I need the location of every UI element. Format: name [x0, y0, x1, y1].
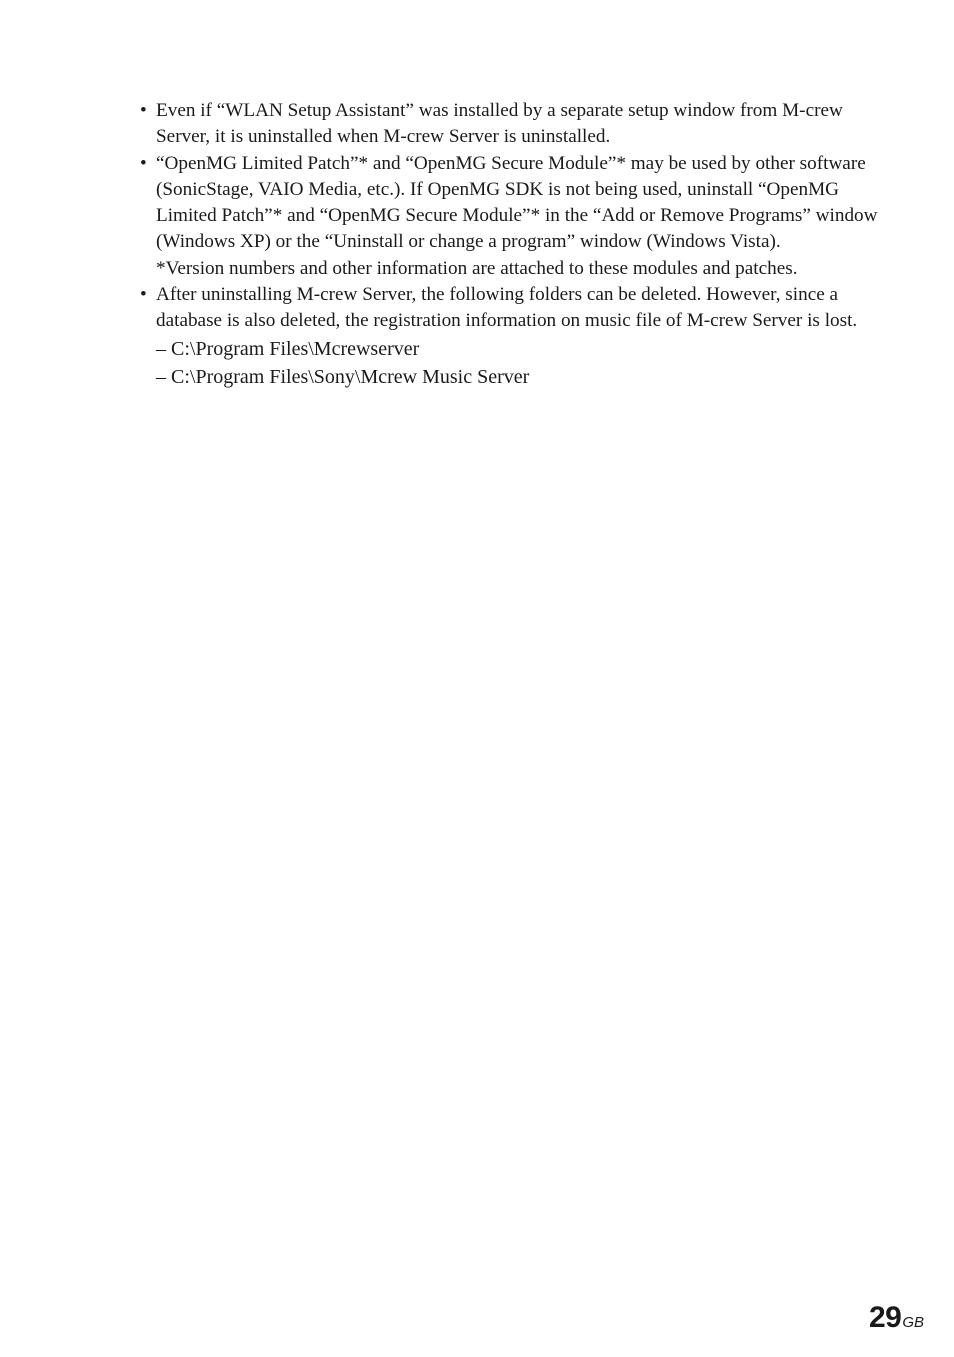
- folder-path-item: [156, 335, 880, 363]
- list-item: [140, 282, 880, 335]
- folder-path: C:\Program Files\Mcrewserver: [171, 337, 420, 360]
- page-number: [869, 1301, 924, 1335]
- bullet-mark: •: [140, 152, 147, 174]
- bullet-body: [156, 151, 880, 282]
- dash-mark: –: [156, 337, 166, 360]
- page-number-suffix: GB: [902, 1314, 924, 1331]
- bullet-text: “OpenMG Limited Patch”* and “OpenMG Secure Module”* may be used by other software (SonicStage, VAIO Media, etc.). If OpenMG SDK is not being used, uninstall “OpenMG Limited Patch”* and “OpenMG Secure Module”* in the “Add or Remove Programs” window (Windows XP) or the “Uninstall or change a program” window (Windows Vista).: [156, 152, 878, 253]
- bullet-text: After uninstalling M-crew Server, the following folders can be deleted. However, since a database is also deleted, the registration information on music file of M-crew Server is lost.: [156, 284, 858, 332]
- bullet-mark: •: [140, 284, 147, 306]
- bullet-text: Even if “WLAN Setup Assistant” was installed by a separate setup window from M-crew Server, it is uninstalled when M-crew Server is uninstalled.: [156, 100, 843, 148]
- bullet-mark: •: [140, 100, 147, 121]
- footnote-text: *Version numbers and other information are attached to these modules and patches.: [156, 257, 798, 279]
- dash-mark: –: [156, 365, 166, 388]
- page-content: [140, 98, 880, 391]
- list-item: [140, 98, 880, 151]
- folder-path: C:\Program Files\Sony\Mcrew Music Server: [171, 365, 530, 388]
- list-item: [140, 151, 880, 282]
- page-number-value: 29: [868, 1301, 902, 1334]
- folder-path-item: [156, 363, 880, 391]
